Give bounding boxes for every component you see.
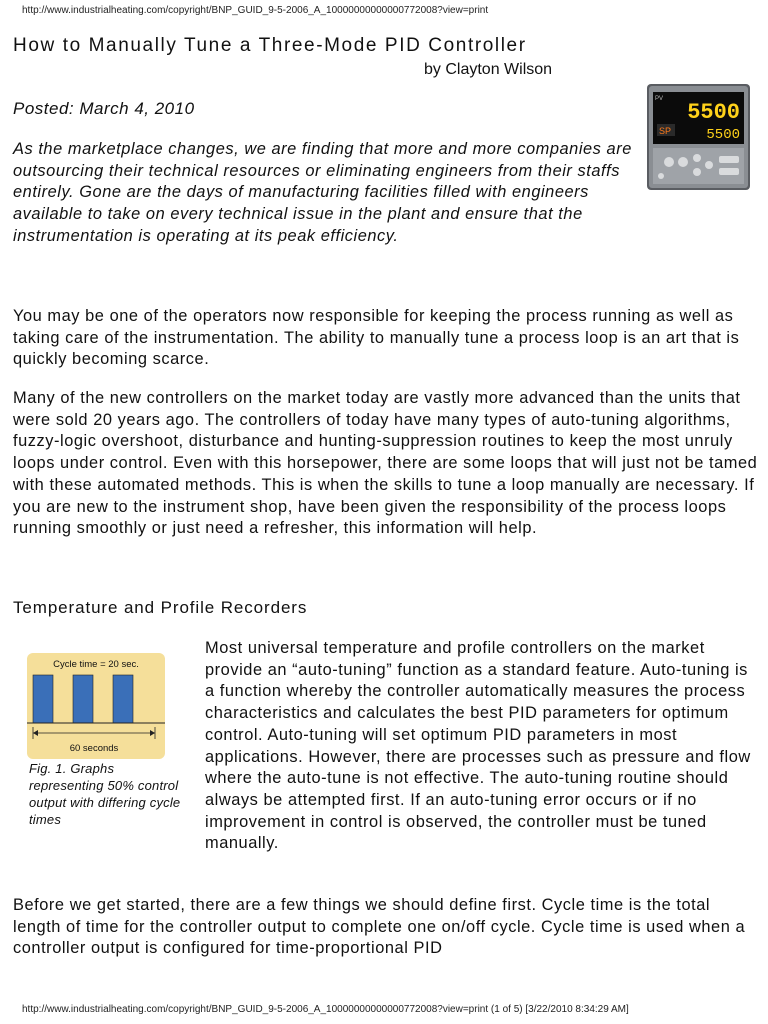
posted-date: Posted: March 4, 2010	[13, 99, 195, 118]
cycle-time-label: Cycle time = 20 sec.	[53, 659, 139, 670]
intro-paragraph: As the marketplace changes, we are finding that more and more companies are outsourcing their technical resources or eliminating engineers from their staffs entirely. Gone are the days of manufacturing facilities filled with engineers available to take on every technical issue in the plant and ensure that the instrumentation is operating at its peak efficiency.	[13, 140, 632, 245]
output-bar-1	[33, 675, 53, 723]
figure-1-cycle-time-graph	[27, 653, 165, 759]
output-bar-2	[73, 675, 93, 723]
article-byline: by Clayton Wilson	[424, 61, 553, 78]
paragraph-4: Before we get started, there are a few things we should define first. Cycle time is the total length of time for the controller output to complete one on/off cycle. Cycle time is used when a controller output is configured for time-proportional PID	[13, 896, 746, 958]
svg-text:PV: PV	[655, 96, 664, 102]
output-bar-3	[113, 675, 133, 723]
pid-controller-image	[647, 84, 750, 190]
axis-label: 60 seconds	[69, 743, 119, 754]
sp-display: 5500	[706, 127, 740, 143]
paragraph-2: Many of the new controllers on the market today are vastly more advanced than the units that were sold 20 years ago. The controllers of today have many types of auto-tuning algorithms, fuzzy-logic overshoot, disturbance and hunting-suppression routines to keep the most unruly loops under control. Even with this horsepower, there are some loops that will just not be tamed with these automated methods. This is when the skills to tune a loop manually are necessary. If you are new to the instrument shop, have been given the responsibility of the process loops running smoothly or just need a refresher, this information will help.	[13, 389, 758, 538]
page-footer: http://www.industrialheating.com/copyright/BNP_GUID_9-5-2006_A_10000000000000772008?view=print (1 of 5) [3/22/2010 8:34:29 AM]	[22, 1004, 629, 1015]
paragraph-1: You may be one of the operators now responsible for keeping the process running as well as taking care of the instrumentation. The ability to manually tune a process loop is an art that is quickly becoming scarce.	[13, 307, 740, 369]
paragraph-3: Most universal temperature and profile controllers on the market provide an “auto-tuning” function as a standard feature. Auto-tuning is a function whereby the controller automatically measures the process characteristics and calculates the best PID parameters for optimum control. Auto-tuning will set optimum PID parameters in most applications. However, there are processes such as pressure and flow where the auto-tune is not effective. The auto-tuning routine should always be attempted first. If an auto-tuning error occurs or if no improvement in control is observed, the controller must be tuned manually.	[205, 639, 751, 853]
article-title: How to Manually Tune a Three-Mode PID Controller	[13, 35, 527, 56]
page-url-header: http://www.industrialheating.com/copyright/BNP_GUID_9-5-2006_A_10000000000000772008?view=print	[22, 5, 489, 16]
pv-display: 5500	[687, 100, 740, 125]
section-heading: Temperature and Profile Recorders	[13, 598, 308, 617]
sp-label: SP	[659, 126, 672, 136]
figure-1-caption: Fig. 1. Graphs representing 50% control output with differing cycle times	[29, 761, 181, 827]
